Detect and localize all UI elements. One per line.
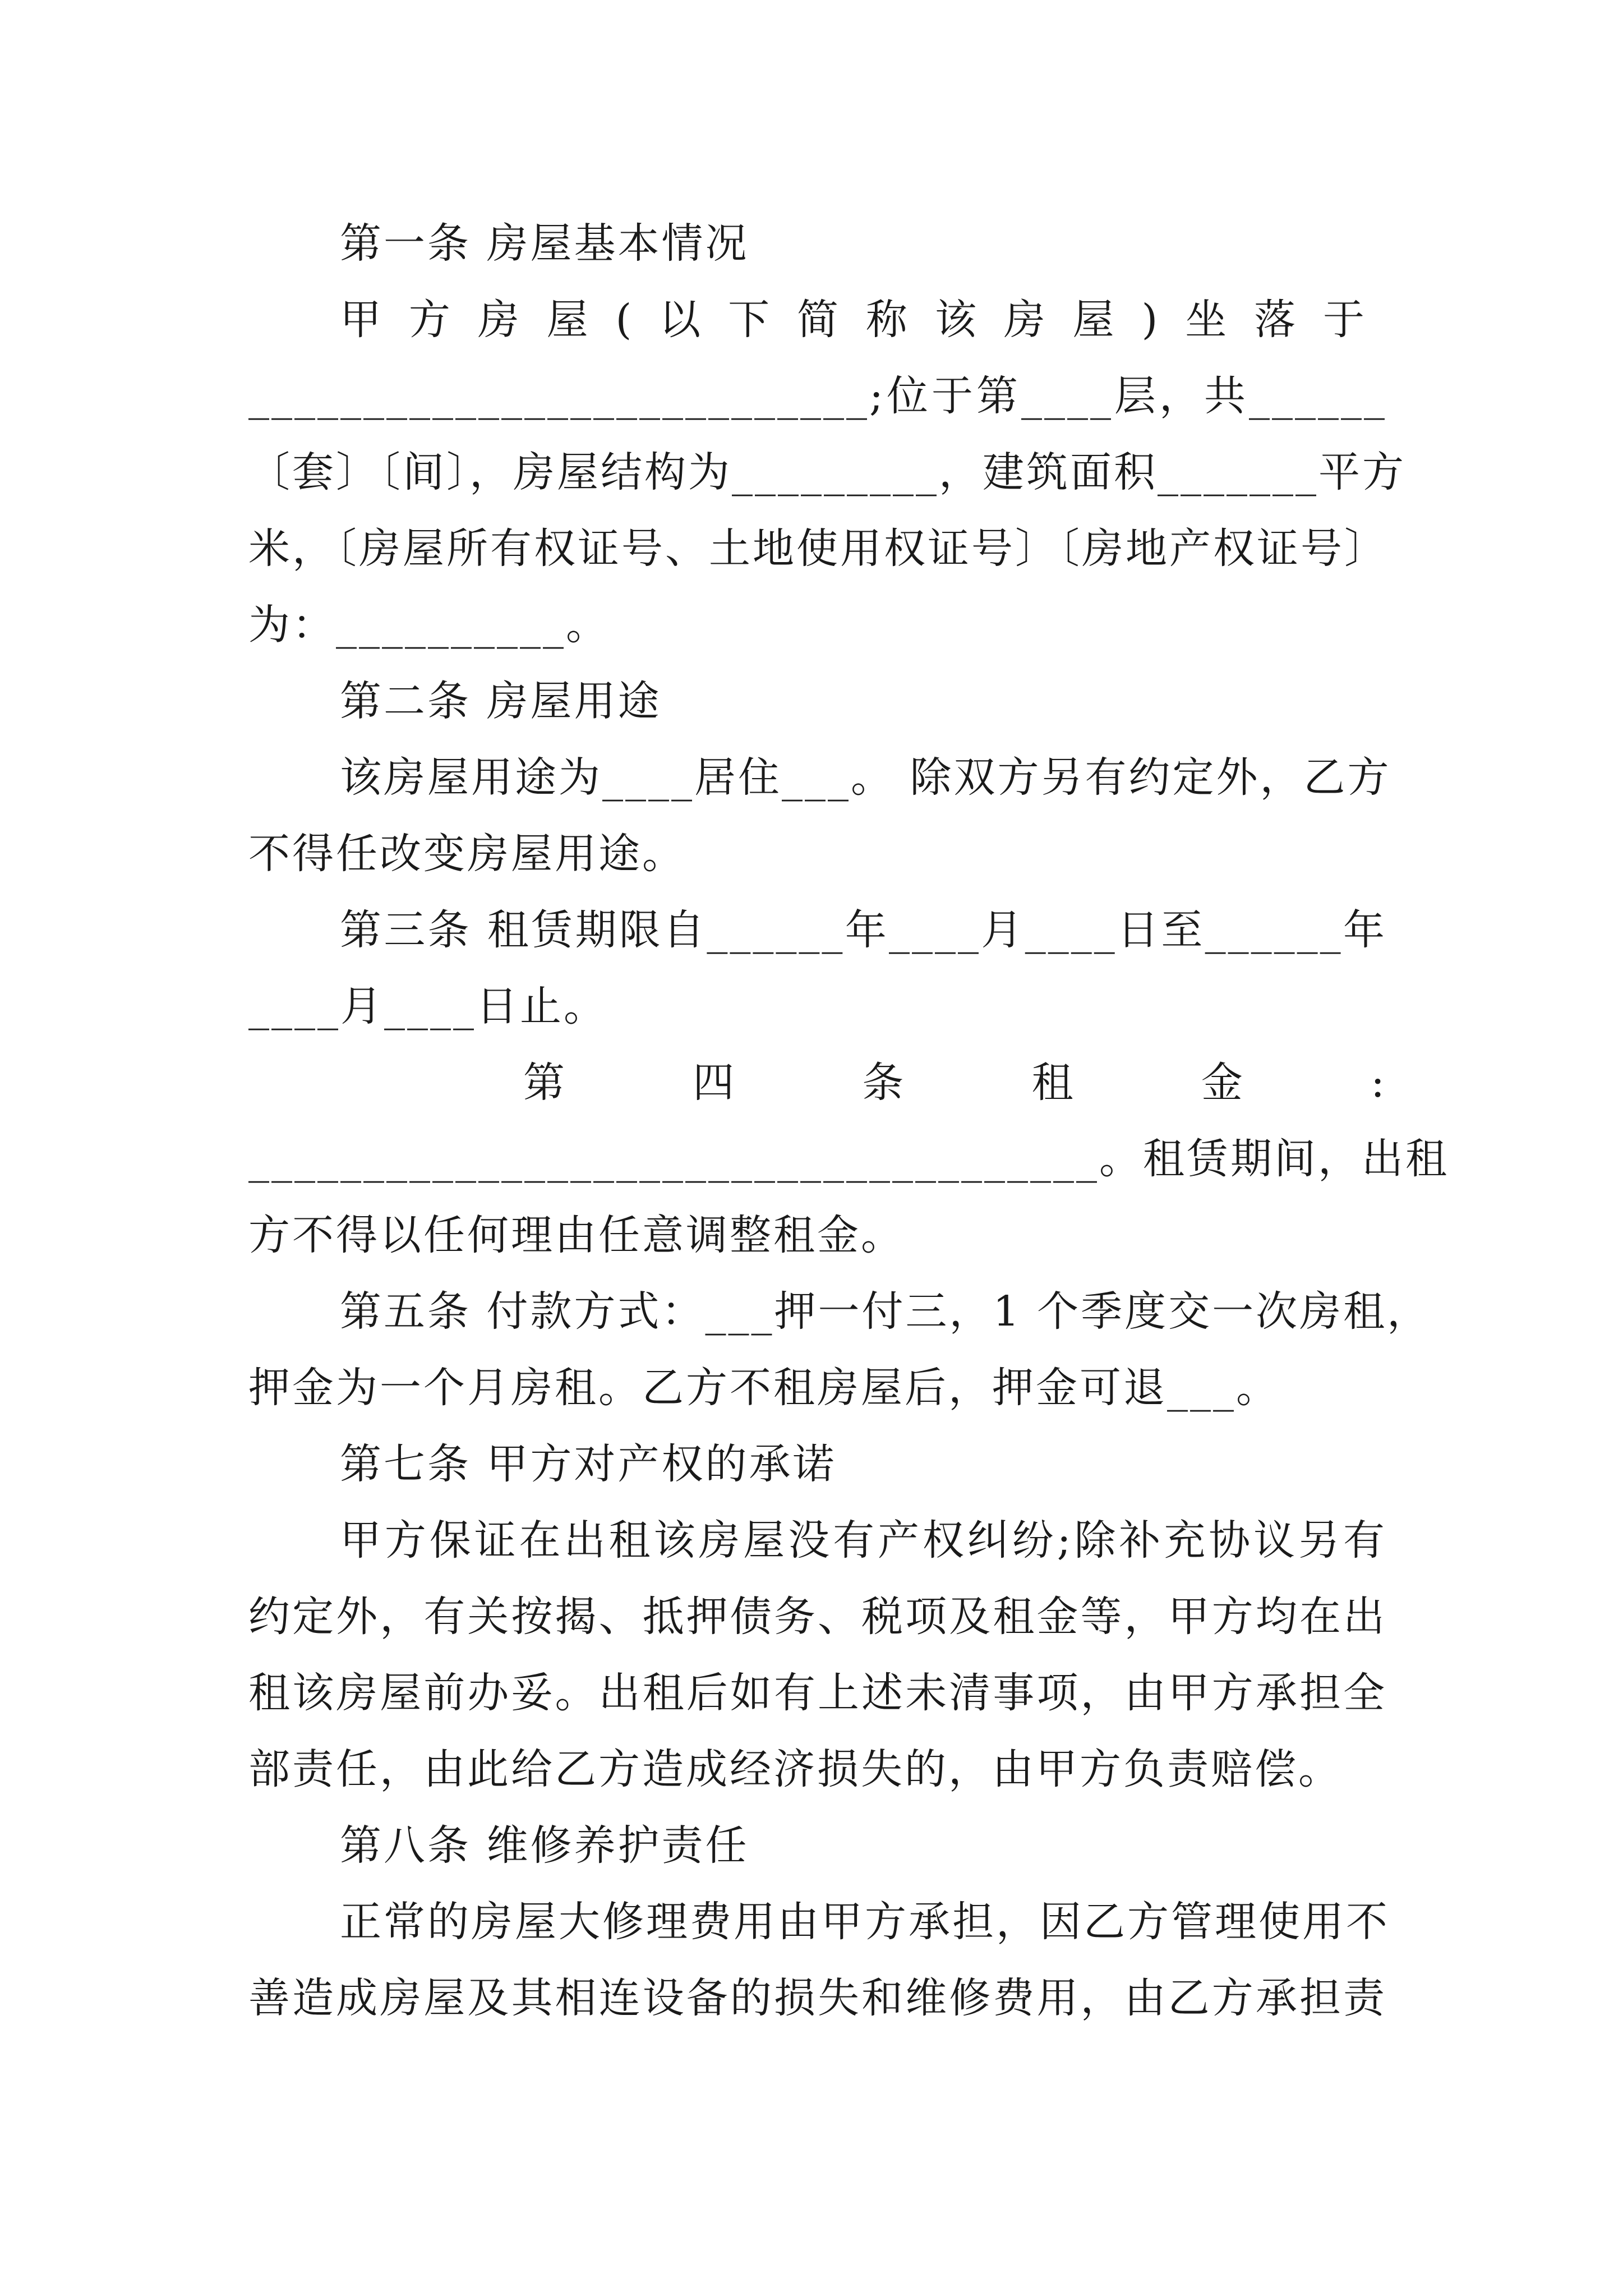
article-2-text-line: 不得任改变房屋用途。 — [248, 830, 686, 878]
article-1-heading: 第一条 房屋基本情况 — [340, 219, 749, 268]
article-8-heading: 第八条 维修养护责任 — [340, 1821, 749, 1870]
article-7-text-line: 约定外，有关按揭、抵押债务、税项及租金等，甲方均在出 — [248, 1593, 1387, 1641]
article-7-heading: 第七条 甲方对产权的承诺 — [340, 1440, 837, 1488]
article-5-text-line: 押金为一个月房租。乙方不租房屋后，押金可退___。 — [248, 1364, 1280, 1412]
article-1-text-line: ___________________________;位于第____层，共______ — [248, 372, 1387, 420]
article-8-text-line: 正常的房屋大修理费用由甲方承担，因乙方管理使用不 — [340, 1898, 1390, 1946]
article-1-text-line: 米，〔房屋所有权证号、土地使用权证号〕〔房地产权证号〕 — [248, 524, 1388, 573]
article-8-text-line: 善造成房屋及其相连设备的损失和维修费用，由乙方承担责 — [248, 1974, 1387, 2022]
article-1-text-line: 〔套〕〔间〕，房屋结构为_________，建筑面积_______平方 — [248, 448, 1406, 496]
article-7-text-line: 租该房屋前办妥。出租后如有上述未清事项，由甲方承担全 — [248, 1669, 1387, 1717]
article-2-heading: 第二条 房屋用途 — [340, 677, 662, 725]
article-4-text-line: _____________________________________。租赁期间，出租 — [248, 1135, 1449, 1183]
article-2-text-line: 该房屋用途为____居住___。 除双方另有约定外，乙方 — [340, 753, 1391, 802]
article-7-text-line: 部责任，由此给乙方造成经济损失的，由甲方负责赔偿。 — [248, 1745, 1342, 1793]
article-3-text-line: 第三条 租赁期限自______年____月____日至______年 — [340, 906, 1387, 954]
article-1-text-line: 为：__________。 — [248, 601, 610, 649]
article-3-text-line: ____月____日止。 — [248, 982, 607, 1030]
article-1-text-line: 甲方房屋(以下简称该房屋)坐落于 — [340, 296, 1387, 344]
article-4-heading: 第 四 条 租 金 : — [523, 1059, 1387, 1107]
article-7-text-line: 甲方保证在出租该房屋没有产权纠纷;除补充协议另有 — [340, 1516, 1387, 1565]
article-5-text-line: 第五条 付款方式：___押一付三，1 个季度交一次房租， — [340, 1287, 1431, 1336]
article-4-text-line: 方不得以任何理由任意调整租金。 — [248, 1211, 905, 1259]
